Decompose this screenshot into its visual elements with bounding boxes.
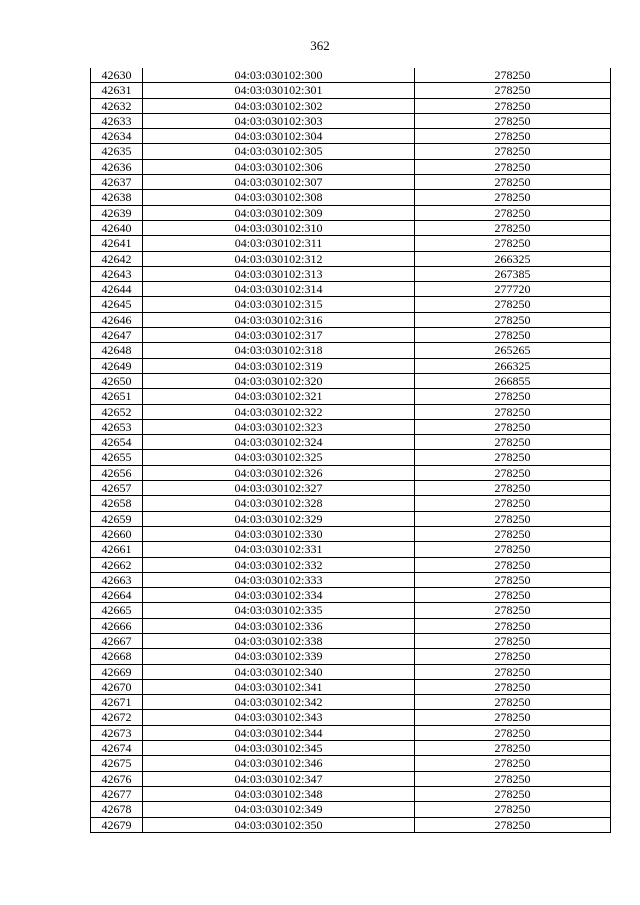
value-cell: 278250 (415, 618, 611, 633)
row-number-cell: 42649 (91, 358, 143, 373)
cadastral-number-cell: 04:03:030102:344 (143, 725, 415, 740)
cadastral-number-cell: 04:03:030102:323 (143, 419, 415, 434)
value-cell: 278250 (415, 741, 611, 756)
value-cell: 278250 (415, 786, 611, 801)
row-number-cell: 42654 (91, 435, 143, 450)
row-number-cell: 42655 (91, 450, 143, 465)
row-number-cell: 42676 (91, 771, 143, 786)
table-row (91, 649, 611, 664)
table-row (91, 771, 611, 786)
row-number-cell: 42648 (91, 343, 143, 358)
row-number-cell: 42653 (91, 419, 143, 434)
value-cell: 278250 (415, 435, 611, 450)
table-row (91, 435, 611, 450)
value-cell: 266855 (415, 373, 611, 388)
value-cell: 278250 (415, 404, 611, 419)
value-cell: 278250 (415, 68, 611, 83)
table-row (91, 129, 611, 144)
table-row (91, 511, 611, 526)
table-row (91, 695, 611, 710)
cadastral-number-cell: 04:03:030102:347 (143, 771, 415, 786)
page-number: 362 (310, 38, 330, 53)
table-row (91, 98, 611, 113)
row-number-cell: 42646 (91, 312, 143, 327)
value-cell: 278250 (415, 297, 611, 312)
value-cell: 278250 (415, 695, 611, 710)
table-row (91, 419, 611, 434)
table-row (91, 251, 611, 266)
cadastral-number-cell: 04:03:030102:301 (143, 83, 415, 98)
table-row (91, 113, 611, 128)
table-row (91, 481, 611, 496)
table-row (91, 496, 611, 511)
row-number-cell: 42633 (91, 113, 143, 128)
value-cell: 266325 (415, 251, 611, 266)
value-cell: 278250 (415, 588, 611, 603)
row-number-cell: 42672 (91, 710, 143, 725)
value-cell: 266325 (415, 358, 611, 373)
row-number-cell: 42678 (91, 802, 143, 817)
cadastral-number-cell: 04:03:030102:313 (143, 266, 415, 281)
table-row (91, 542, 611, 557)
value-cell: 278250 (415, 633, 611, 648)
table-row (91, 817, 611, 832)
cadastral-number-cell: 04:03:030102:330 (143, 526, 415, 541)
cadastral-number-cell: 04:03:030102:309 (143, 205, 415, 220)
row-number-cell: 42652 (91, 404, 143, 419)
cadastral-number-cell: 04:03:030102:322 (143, 404, 415, 419)
row-number-cell: 42634 (91, 129, 143, 144)
table-row (91, 328, 611, 343)
cadastral-number-cell: 04:03:030102:312 (143, 251, 415, 266)
row-number-cell: 42659 (91, 511, 143, 526)
cadastral-number-cell: 04:03:030102:305 (143, 144, 415, 159)
cadastral-number-cell: 04:03:030102:303 (143, 113, 415, 128)
table-row (91, 266, 611, 281)
value-cell: 265265 (415, 343, 611, 358)
row-number-cell: 42640 (91, 220, 143, 235)
value-cell: 278250 (415, 572, 611, 587)
table-row (91, 144, 611, 159)
row-number-cell: 42631 (91, 83, 143, 98)
table-row (91, 633, 611, 648)
cadastral-number-cell: 04:03:030102:316 (143, 312, 415, 327)
table-row (91, 526, 611, 541)
table-body (91, 68, 611, 832)
value-cell: 278250 (415, 98, 611, 113)
cadastral-number-cell: 04:03:030102:328 (143, 496, 415, 511)
value-cell: 278250 (415, 511, 611, 526)
table-row (91, 557, 611, 572)
row-number-cell: 42637 (91, 175, 143, 190)
value-cell: 278250 (415, 129, 611, 144)
value-cell: 278250 (415, 144, 611, 159)
value-cell: 278250 (415, 159, 611, 174)
table-row (91, 236, 611, 251)
row-number-cell: 42679 (91, 817, 143, 832)
table-row (91, 205, 611, 220)
row-number-cell: 42667 (91, 633, 143, 648)
row-number-cell: 42644 (91, 282, 143, 297)
row-number-cell: 42656 (91, 465, 143, 480)
row-number-cell: 42630 (91, 68, 143, 83)
value-cell: 278250 (415, 312, 611, 327)
table-row (91, 282, 611, 297)
value-cell: 267385 (415, 266, 611, 281)
table-row (91, 68, 611, 83)
row-number-cell: 42638 (91, 190, 143, 205)
cadastral-number-cell: 04:03:030102:348 (143, 786, 415, 801)
cadastral-number-cell: 04:03:030102:318 (143, 343, 415, 358)
row-number-cell: 42641 (91, 236, 143, 251)
cadastral-number-cell: 04:03:030102:331 (143, 542, 415, 557)
value-cell: 278250 (415, 725, 611, 740)
table-row (91, 220, 611, 235)
value-cell: 278250 (415, 328, 611, 343)
value-cell: 278250 (415, 113, 611, 128)
row-number-cell: 42671 (91, 695, 143, 710)
value-cell: 278250 (415, 756, 611, 771)
row-number-cell: 42658 (91, 496, 143, 511)
row-number-cell: 42642 (91, 251, 143, 266)
cadastral-number-cell: 04:03:030102:307 (143, 175, 415, 190)
cadastral-number-cell: 04:03:030102:315 (143, 297, 415, 312)
cadastral-number-cell: 04:03:030102:335 (143, 603, 415, 618)
value-cell: 278250 (415, 389, 611, 404)
cadastral-number-cell: 04:03:030102:332 (143, 557, 415, 572)
value-cell: 278250 (415, 481, 611, 496)
cadastral-number-cell: 04:03:030102:319 (143, 358, 415, 373)
row-number-cell: 42661 (91, 542, 143, 557)
table-row (91, 725, 611, 740)
table-row (91, 802, 611, 817)
row-number-cell: 42669 (91, 664, 143, 679)
row-number-cell: 42668 (91, 649, 143, 664)
table-row (91, 175, 611, 190)
table-row (91, 159, 611, 174)
cadastral-number-cell: 04:03:030102:327 (143, 481, 415, 496)
value-cell: 278250 (415, 205, 611, 220)
cadastral-number-cell: 04:03:030102:349 (143, 802, 415, 817)
cadastral-number-cell: 04:03:030102:306 (143, 159, 415, 174)
cadastral-number-cell: 04:03:030102:302 (143, 98, 415, 113)
value-cell: 278250 (415, 542, 611, 557)
value-cell: 278250 (415, 710, 611, 725)
table-row (91, 741, 611, 756)
row-number-cell: 42665 (91, 603, 143, 618)
cadastral-number-cell: 04:03:030102:338 (143, 633, 415, 648)
row-number-cell: 42677 (91, 786, 143, 801)
cadastral-number-cell: 04:03:030102:326 (143, 465, 415, 480)
cadastral-value-table (90, 68, 611, 833)
row-number-cell: 42663 (91, 572, 143, 587)
cadastral-number-cell: 04:03:030102:320 (143, 373, 415, 388)
table-row (91, 603, 611, 618)
row-number-cell: 42651 (91, 389, 143, 404)
row-number-cell: 42657 (91, 481, 143, 496)
table-row (91, 389, 611, 404)
table-row (91, 588, 611, 603)
table-row (91, 83, 611, 98)
cadastral-number-cell: 04:03:030102:314 (143, 282, 415, 297)
cadastral-number-cell: 04:03:030102:324 (143, 435, 415, 450)
cadastral-number-cell: 04:03:030102:346 (143, 756, 415, 771)
cadastral-number-cell: 04:03:030102:304 (143, 129, 415, 144)
cadastral-number-cell: 04:03:030102:310 (143, 220, 415, 235)
table-row (91, 679, 611, 694)
row-number-cell: 42674 (91, 741, 143, 756)
cadastral-number-cell: 04:03:030102:321 (143, 389, 415, 404)
cadastral-number-cell: 04:03:030102:343 (143, 710, 415, 725)
value-cell: 278250 (415, 817, 611, 832)
table-row (91, 664, 611, 679)
cadastral-number-cell: 04:03:030102:333 (143, 572, 415, 587)
cadastral-number-cell: 04:03:030102:342 (143, 695, 415, 710)
value-cell: 278250 (415, 496, 611, 511)
row-number-cell: 42647 (91, 328, 143, 343)
table-row (91, 465, 611, 480)
table-row (91, 450, 611, 465)
row-number-cell: 42643 (91, 266, 143, 281)
table-row (91, 618, 611, 633)
table-row (91, 756, 611, 771)
cadastral-number-cell: 04:03:030102:339 (143, 649, 415, 664)
table-row (91, 297, 611, 312)
row-number-cell: 42673 (91, 725, 143, 740)
row-number-cell: 42636 (91, 159, 143, 174)
cadastral-number-cell: 04:03:030102:340 (143, 664, 415, 679)
value-cell: 278250 (415, 220, 611, 235)
table-row (91, 572, 611, 587)
cadastral-number-cell: 04:03:030102:329 (143, 511, 415, 526)
value-cell: 278250 (415, 450, 611, 465)
row-number-cell: 42645 (91, 297, 143, 312)
value-cell: 278250 (415, 419, 611, 434)
value-cell: 278250 (415, 771, 611, 786)
value-cell: 278250 (415, 649, 611, 664)
table-row (91, 190, 611, 205)
value-cell: 278250 (415, 175, 611, 190)
table-row (91, 373, 611, 388)
value-cell: 278250 (415, 664, 611, 679)
row-number-cell: 42675 (91, 756, 143, 771)
row-number-cell: 42660 (91, 526, 143, 541)
row-number-cell: 42635 (91, 144, 143, 159)
value-cell: 278250 (415, 679, 611, 694)
cadastral-number-cell: 04:03:030102:308 (143, 190, 415, 205)
value-cell: 278250 (415, 190, 611, 205)
value-cell: 278250 (415, 465, 611, 480)
row-number-cell: 42670 (91, 679, 143, 694)
row-number-cell: 42632 (91, 98, 143, 113)
value-cell: 278250 (415, 526, 611, 541)
cadastral-number-cell: 04:03:030102:300 (143, 68, 415, 83)
row-number-cell: 42666 (91, 618, 143, 633)
value-cell: 278250 (415, 557, 611, 572)
value-cell: 278250 (415, 83, 611, 98)
table-row (91, 312, 611, 327)
row-number-cell: 42650 (91, 373, 143, 388)
table-row (91, 786, 611, 801)
cadastral-number-cell: 04:03:030102:341 (143, 679, 415, 694)
cadastral-number-cell: 04:03:030102:317 (143, 328, 415, 343)
row-number-cell: 42662 (91, 557, 143, 572)
table-row (91, 404, 611, 419)
row-number-cell: 42639 (91, 205, 143, 220)
cadastral-number-cell: 04:03:030102:350 (143, 817, 415, 832)
cadastral-number-cell: 04:03:030102:325 (143, 450, 415, 465)
value-cell: 278250 (415, 802, 611, 817)
cadastral-number-cell: 04:03:030102:311 (143, 236, 415, 251)
row-number-cell: 42664 (91, 588, 143, 603)
value-cell: 277720 (415, 282, 611, 297)
cadastral-number-cell: 04:03:030102:334 (143, 588, 415, 603)
cadastral-number-cell: 04:03:030102:345 (143, 741, 415, 756)
table-row (91, 358, 611, 373)
cadastral-number-cell: 04:03:030102:336 (143, 618, 415, 633)
value-cell: 278250 (415, 236, 611, 251)
value-cell: 278250 (415, 603, 611, 618)
table-row (91, 710, 611, 725)
table-row (91, 343, 611, 358)
